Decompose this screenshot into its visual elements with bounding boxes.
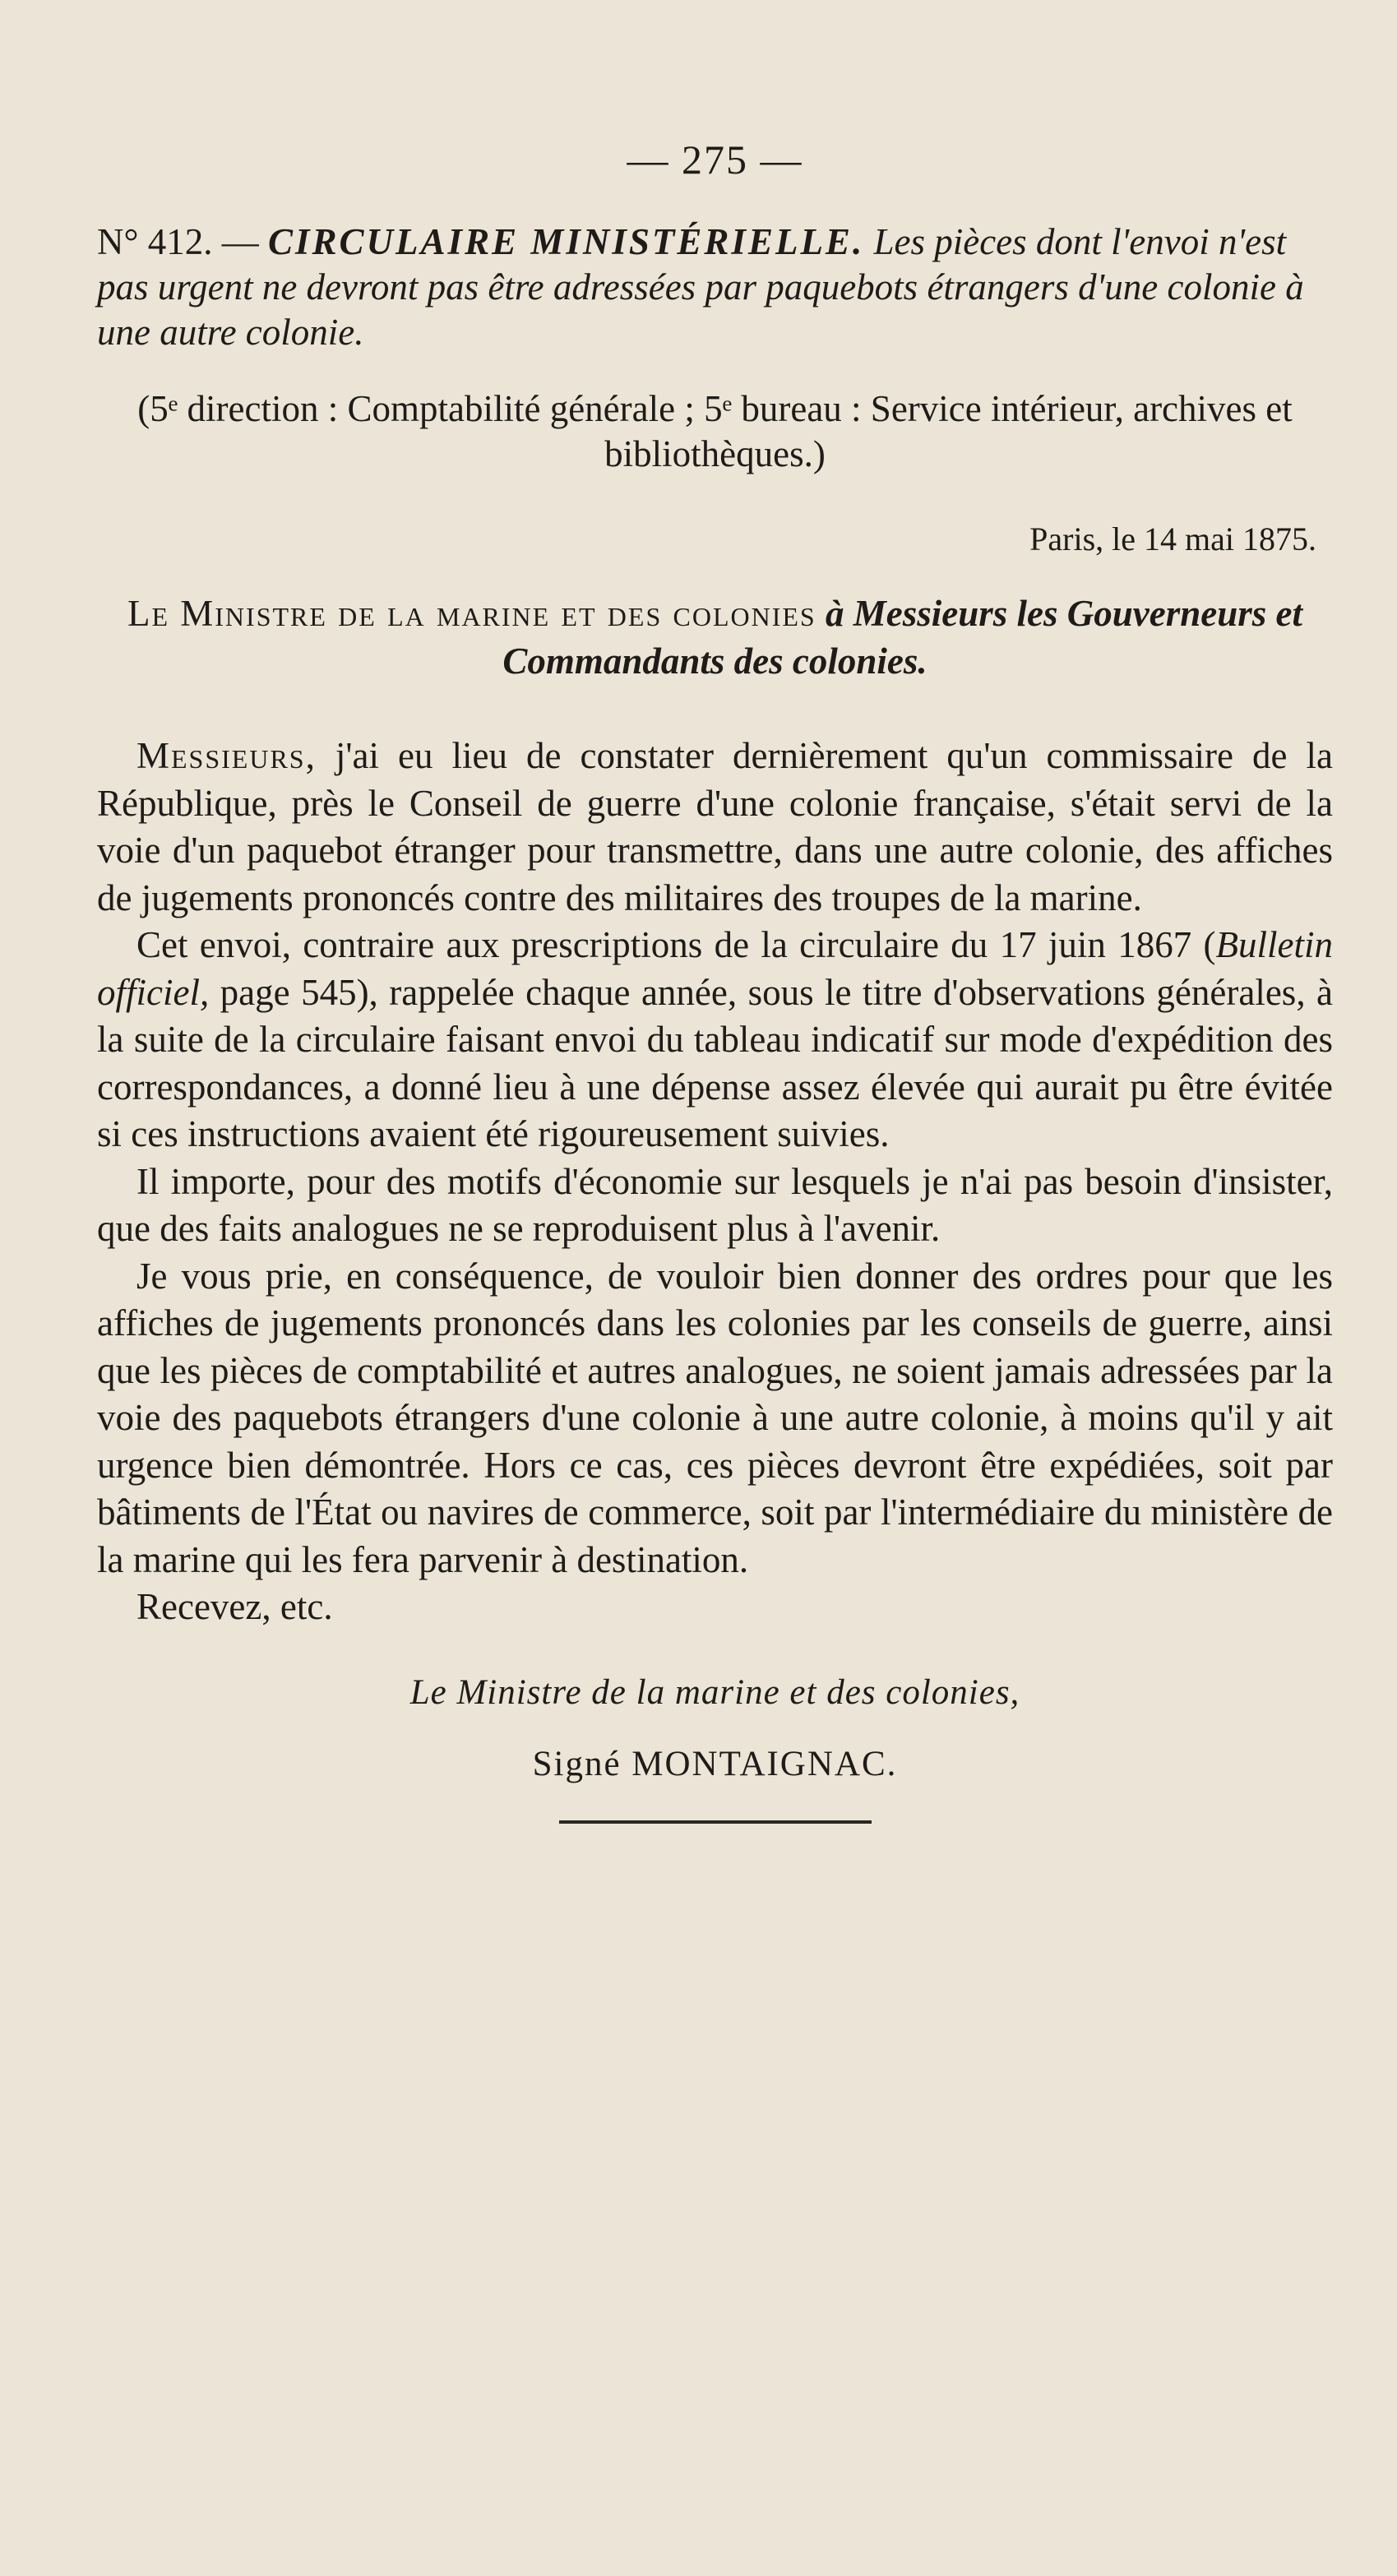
salutation: Messieurs, [136,735,317,776]
letter-body [97,733,1333,1631]
circular-subject: Les pièces dont l'envoi n'est pas urgent ne devront pas être adressées par paquebots étrangers d'une colonie à une autre colonie. [97,221,1304,353]
circular-title: CIRCULAIRE MINISTÉRIELLE. [268,221,865,262]
end-rule [559,1820,872,1824]
address-sender: Le Ministre de la marine et des colonies [127,593,816,634]
signature-name: Signé MONTAIGNAC. [532,1744,898,1783]
signature-title: Le Ministre de la marine et des colonies, [409,1672,1020,1712]
page-number: — 275 — [627,136,803,183]
paragraph-1-text: j'ai eu lieu de constater dernièrement qu'un commissaire de la République, près le Conseil de guerre d'une colonie française, s'était servi de la voie d'un paquebot étranger pour transmettre, dans une autre colonie, des affiches de jugements prononcés contre des militaires des troupes de la marine. [97,735,1333,918]
date-line: Paris, le 14 mai 1875. [1029,520,1316,557]
paragraph-3: Il importe, pour des motifs d'économie sur lesquels je n'ai pas besoin d'insister, que des faits analogues ne se reproduisent plus à l'avenir. [97,1160,1333,1249]
paragraph-1 [97,733,1333,922]
circular-heading [97,220,1333,355]
paragraph-4: Je vous prie, en conséquence, de vouloir bien donner des ordres pour que les affiches de jugements prononcés dans les colonies par les conseils de guerre, ainsi que les pièces de comptabilité et autres analogues, ne soient jamais adressées par la voie des paquebots étrangers d'une colonie à une autre colonie, à moins qu'il y ait urgence bien démontrée. Hors ce cas, ces pièces devront être expédiées, soit par bâtiments de l'État ou navires de commerce, soit par l'intermédiaire du ministère de la marine qui les fera parvenir à destination. [97,1255,1333,1580]
address-recipients: Messieurs les Gouverneurs et Commandants des colonies. [502,593,1303,682]
circular-number: N° 412. — [97,221,268,262]
address-line [97,590,1333,685]
bulletin-reference: Bulletin officiel, [97,924,1333,1013]
paragraph-2-after: page 545), rappelée chaque année, sous le titre d'observations générales, à la suite de la circulaire faisant envoi du tableau indicatif sur mode d'expédition des correspondances, a donné lieu à une dépense assez élevée qui aurait pu être évitée si ces instructions avaient été rigoureusement suivies. [97,971,1333,1154]
paragraph-5: Recevez, etc. [136,1586,333,1627]
paragraph-2 [97,922,1333,1159]
address-connector: à [816,593,853,634]
paragraph-2-before: Cet envoi, contraire aux prescriptions de la circulaire du 17 juin 1867 ( [136,924,1216,965]
direction-line: (5ᵉ direction : Comptabilité générale ; 5ᵉ bureau : Service intérieur, archives et bibliothèques.) [137,388,1293,474]
